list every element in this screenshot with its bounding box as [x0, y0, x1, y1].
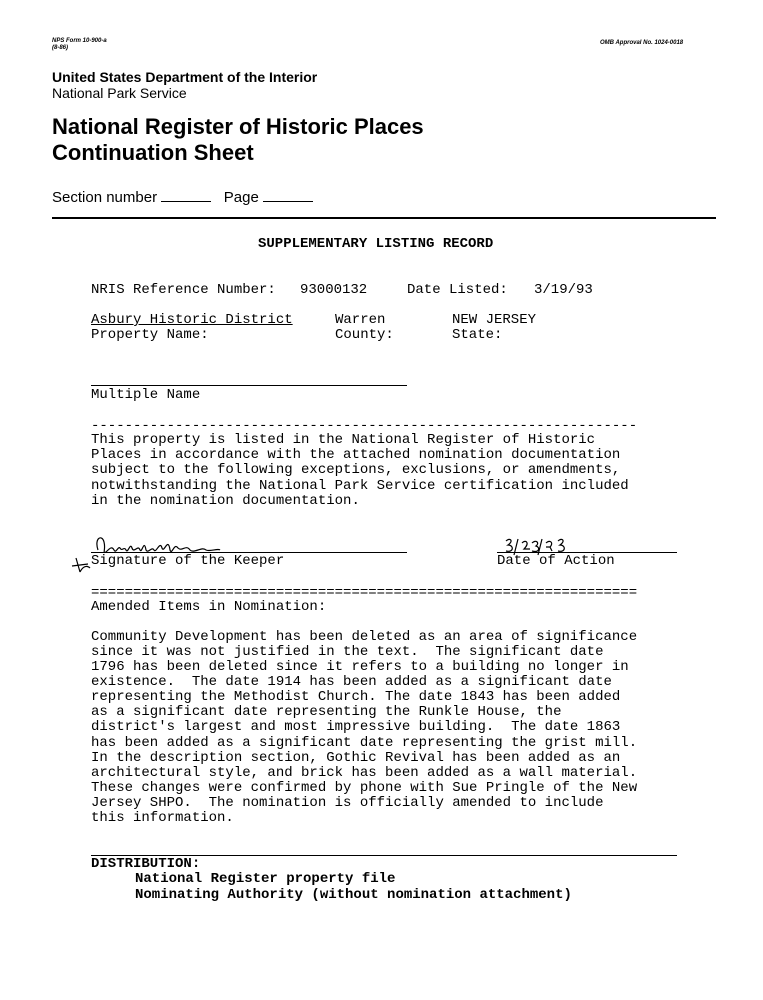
section-page-line	[52, 189, 313, 206]
omb-approval: OMB Approval No. 1024-0018	[600, 40, 684, 46]
record-heading: SUPPLEMENTARY LISTING RECORD	[258, 236, 494, 252]
section-number-blank	[161, 189, 211, 202]
document-title: National Register of Historic Places	[52, 114, 424, 139]
county-label: County:	[335, 327, 394, 343]
county-value: Warren	[335, 312, 386, 328]
signature-label: Signature of the Keeper	[91, 553, 285, 569]
double-separator: =================================================================	[91, 585, 638, 601]
distribution-item: Nominating Authority (without nomination attachment)	[135, 887, 572, 903]
dashed-separator: -----------------------------------------------------------------	[91, 418, 638, 434]
header-rule	[52, 217, 716, 219]
amended-line: These changes were confirmed by phone with Sue Pringle of the New	[91, 780, 638, 796]
amended-line: Jersey SHPO. The nomination is officially amended to include	[91, 795, 604, 811]
amended-line: 1796 has been deleted since it refers to a building no longer in	[91, 659, 629, 675]
date-of-action-label: Date of Action	[497, 553, 615, 569]
form-number: NPS Form 10-900-a	[52, 38, 107, 44]
state-value: NEW JERSEY	[452, 312, 537, 328]
statement-line: Places in accordance with the attached nomination documentation	[91, 447, 621, 463]
date-listed-label: Date Listed:	[407, 282, 508, 298]
section-number-label: Section number	[52, 189, 158, 206]
amended-line: existence. The date 1914 has been added as a significant date	[91, 674, 612, 690]
amended-line: In the description section, Gothic Revival has been added as an	[91, 750, 621, 766]
amended-heading: Amended Items in Nomination:	[91, 599, 327, 615]
property-name-value: Asbury Historic District	[91, 312, 293, 328]
amended-line: representing the Methodist Church. The date 1843 has been added	[91, 689, 621, 705]
amended-line: district's largest and most impressive building. The date 1863	[91, 719, 621, 735]
page-number-blank	[263, 189, 313, 202]
document-subtitle: Continuation Sheet	[52, 140, 254, 165]
nris-reference-value: 93000132	[300, 282, 368, 298]
amended-line: since it was not justified in the text. The significant date	[91, 644, 604, 660]
distribution-label: DISTRIBUTION:	[91, 856, 201, 872]
amended-line: has been added as a significant date representing the grist mill.	[91, 735, 638, 751]
property-name-label: Property Name:	[91, 327, 209, 343]
date-listed-value: 3/19/93	[534, 282, 593, 298]
statement-line: notwithstanding the National Park Service certification included	[91, 478, 629, 494]
form-date: (8-86)	[52, 45, 69, 51]
amended-line: this information.	[91, 810, 234, 826]
statement-line: subject to the following exceptions, exclusions, or amendments,	[91, 462, 621, 478]
multiple-name-label: Multiple Name	[91, 387, 201, 403]
department-name: United States Department of the Interior	[52, 69, 318, 85]
page-label: Page	[223, 189, 259, 206]
distribution-item: National Register property file	[135, 871, 396, 887]
state-label: State:	[452, 327, 503, 343]
amended-line: architectural style, and brick has been added as a wall material.	[91, 765, 638, 781]
amended-line: Community Development has been deleted as an area of significance	[91, 629, 638, 645]
amended-line: as a significant date representing the Runkle House, the	[91, 704, 562, 720]
nris-reference-label: NRIS Reference Number:	[91, 282, 276, 298]
service-name: National Park Service	[52, 85, 187, 101]
multiple-name-line	[91, 385, 407, 386]
statement-line: This property is listed in the National Register of Historic	[91, 432, 596, 448]
statement-line: in the nomination documentation.	[91, 493, 360, 509]
